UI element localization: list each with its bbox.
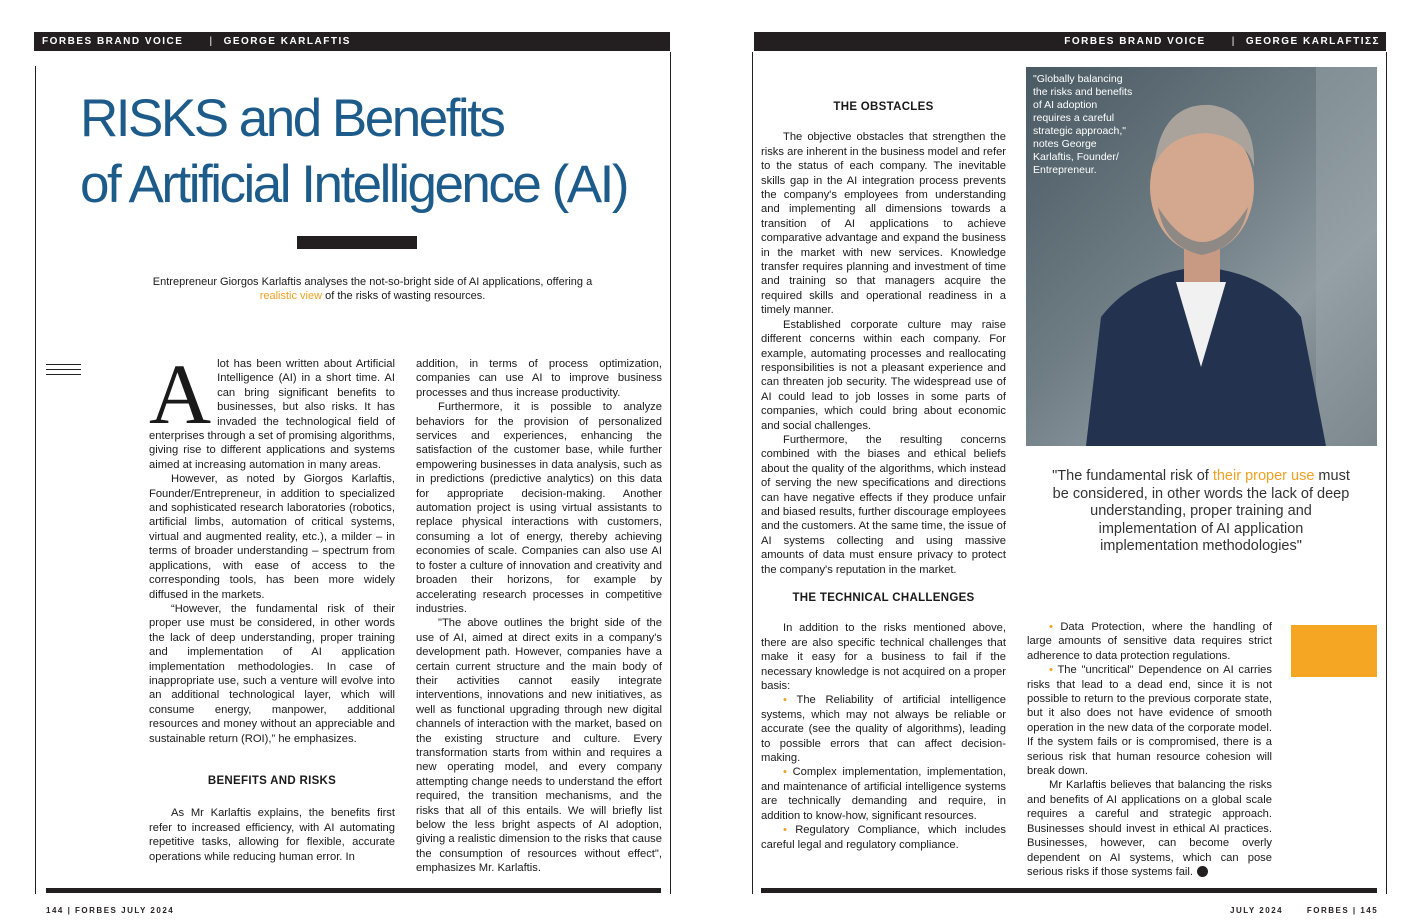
author-label: GEORGE KARLAFTIS — [223, 36, 351, 47]
paragraph: Furthermore, the resulting concerns combined with the biases and ethical beliefs about the quality of the algorithms, which instead of serving the new specifications and directions can have negative effects if they produce unfair and biased results, further discourage employees and the customers. At the same time, the issue of AI systems collecting and using massive amounts of data must ensure privacy to protect the company's reputation in the market. — [761, 433, 1007, 576]
decorative-lines — [46, 364, 81, 379]
header-bar-left — [34, 32, 670, 51]
bullet-text: Complex implementation, implementation, and maintenance of artificial intelligence systems are technically demanding and require, in addition to know-how, significant resources. — [761, 766, 1007, 822]
paragraph: As Mr Karlaftis explains, the benefits first refer to increased efficiency, with AI automating repetitive tasks, allowing for flexible, accurate operations while reducing human error. In — [149, 807, 395, 863]
brand-label: FORBES BRAND VOICE — [42, 36, 184, 47]
title-line-2: of Artificial Intelligence (AI) — [80, 155, 627, 214]
photo-caption: "Globally balancing the risks and benefits of AI adoption requires a careful strategic approach," notes George Karlaftis, Founder/ Entrepreneur. — [1033, 73, 1133, 176]
end-mark-icon: F — [1197, 866, 1208, 877]
brand-label: FORBES BRAND VOICE — [1064, 36, 1206, 47]
paragraph — [149, 346, 395, 472]
header-bar-right — [754, 32, 1386, 51]
page-number: 144 — [46, 906, 64, 915]
paragraph: The objective obstacles that strengthen the risks are inherent in the business model and refer to the status of each company. The inevitable skills gap in the AI integration process prevents the company's employees from understanding and implementing all dimensions towards a transition of AI applications to achieve comparative advantage and expand the business in the market with new services. Knowledge transfer requires planning and investment of time and training so that managers acquire the required skills and operational readiness in a timely manner. — [761, 131, 1007, 317]
title-underline-bar — [297, 236, 417, 249]
bullet-icon: • — [783, 824, 787, 837]
bullet-icon: • — [1049, 621, 1053, 633]
pull-quote — [1048, 468, 1354, 556]
accent-block — [1291, 625, 1377, 677]
pull-quote-text-end: must be considered, in other words the lack of deep understanding, proper training and implementation of AI application implementation methodologies" — [1052, 468, 1350, 554]
right-page-gutter-line — [752, 52, 753, 894]
bullet-text: The Reliability of artificial intelligence systems, which may not always be reliable or accurate (see the quality of algorithms), leading to possible errors that can affect decision-making. — [761, 694, 1006, 765]
bullet-text: Data Protection, where the handling of large amounts of sensitive data requires strict adherence to data protection regulations. — [1027, 621, 1273, 662]
bullet-icon: • — [783, 694, 787, 707]
deck-text: Entrepreneur Giorgos Karlaftis analyses the not-so-bright side of AI applications, offering a — [152, 276, 593, 288]
bullet-icon: • — [783, 766, 787, 779]
bullet-item — [761, 693, 1006, 765]
header-separator: | — [209, 36, 214, 47]
bullet-item — [1027, 663, 1272, 778]
paragraph: However, as noted by Giorgos Karlaftis, Founder/Entrepreneur, in addition to specialized and sophisticated research laboratories (robotics, artificial limbs, automation of critical systems, virtual and augmented reality, etc.), a milder – in terms of broader understanding – spectrum from applications, with ease of access to the corresponding tools, has been more widely diffused in the markets. — [149, 473, 395, 601]
deck-text-end: of the risks of wasting resources. — [322, 290, 486, 302]
paragraph — [1027, 778, 1272, 879]
drop-cap: A — [149, 346, 212, 442]
author-label: GEORGE KARLAFTIΣΣ — [1245, 36, 1380, 47]
section-heading: THE OBSTACLES — [833, 101, 934, 113]
pull-quote-text: "The fundamental risk of — [1052, 468, 1213, 484]
paragraph: Furthermore, it is possible to analyze behaviors for the provision of personalized services and experiences, enhancing the satisfaction of the customer base, while further empowering businesses in data analysis, such as in predictions (predictive analytics) on this data for appropriate decision-making. Another automation project is using virtual assistants to replace physical interactions with customers, consuming a lot of energy, thereby achieving economies of scale. Companies can also use AI to foster a culture of innovation and creativity and broaden their horizons, for example by accelerating research processes in competitive industries. — [416, 401, 662, 615]
folio-left: 144 | FORBES JULY 2024 — [46, 906, 175, 915]
section-heading: THE TECHNICAL CHALLENGES — [792, 592, 975, 604]
left-page-gutter-line — [670, 52, 671, 894]
magazine-name: FORBES — [1306, 906, 1350, 915]
bullet-icon: • — [1049, 664, 1053, 677]
paragraph: In addition to the risks mentioned above, there are also specific technical challenges that make it easy for a business to fail if the necessary knowledge is not acquired on a proper basis: — [761, 622, 1006, 693]
paragraph: “However, the fundamental risk of their proper use must be considered, in other words the lack of deep understanding, proper training and implementation of AI application implementation methodologies. In case of inappropriate use, such a venture will evolve into an additional technological layer, which will consume energy, manpower, additional resources and money without an appreciable and sustainable return (ROI),” he emphasizes. — [149, 602, 395, 745]
author-photo — [1026, 67, 1377, 446]
bullet-item — [761, 823, 1006, 852]
column-1 — [149, 346, 395, 864]
article-title — [80, 86, 627, 218]
column-4 — [1027, 620, 1272, 879]
title-line-1: RISKS and Benefits — [80, 89, 504, 148]
paragraph: "The above outlines the bright side of the use of AI, aimed at direct exits in a company's development path. However, companies have a certain current structure and the main body of their activities cannot easily integrate interventions, innovations and new initiatives, as well as functional upgrading through new digital channels of interaction with the market, based on the existing structure and culture. Every transformation starts from within and requires a new operating model, and every company attempting change needs to understand the effort required, the transition mechanisms, and the risks that all of this entails. We will briefly list below the less bright aspects of AI adoption, giving a realistic dimension to the risks that cause the consumption of resources without effect", emphasizes Mr. Karlaftis. — [416, 617, 662, 875]
pull-quote-highlight: their proper use — [1212, 468, 1315, 484]
article-deck — [150, 275, 595, 303]
magazine-name: FORBES — [75, 906, 118, 915]
bullet-item — [761, 765, 1006, 823]
column-3 — [761, 100, 1006, 852]
paragraph: addition, in terms of process optimization, companies can use AI to improve business processes and thus increase productivity. — [416, 358, 662, 399]
header-separator: | — [1231, 36, 1236, 47]
paragraph-text: Mr Karlaftis believes that balancing the risks and benefits of AI applications on a global scale requires a careful and strategic approach. Businesses should invest in ethical AI practices. Businesses, however, can become overly dependent on AI systems, which can pose serious risks if those systems fail. — [1027, 779, 1272, 878]
bullet-text: The "uncritical" Dependence on AI carries risks that lead to a dead end, since it is not possible to return to the previous corporate state, but it also does not have evidence of smooth operation in the new data of the corporate model. If the system fails or is compromised, there is a serious risk that human resource cohesion will break down. — [1027, 664, 1272, 778]
column-2 — [416, 357, 662, 876]
issue-date: JULY 2024 — [1230, 906, 1284, 915]
folio-right: JULY 2024 FORBES | 145 — [1230, 906, 1379, 915]
issue-date: JULY 2024 — [121, 906, 175, 915]
bullet-item — [1027, 620, 1272, 663]
paragraph: Established corporate culture may raise different concerns within each company. For example, automating processes and reallocating responsibilities is not a pleasant experience and can threaten job security. The widespread use of AI could lead to job losses in some parts of companies, which could bring about economic and social challenges. — [761, 318, 1006, 432]
footer-bar-left — [46, 888, 661, 893]
page-number: 145 — [1360, 906, 1379, 915]
section-heading: BENEFITS AND RISKS — [207, 774, 337, 787]
footer-bar-right — [761, 888, 1377, 893]
right-page-border — [1386, 52, 1387, 894]
bullet-text: Regulatory Compliance, which includes careful legal and regulatory compliance. — [761, 824, 1007, 851]
left-page-border — [35, 66, 36, 894]
paragraph-text: lot has been written about Artificial Intelligence (AI) in a short time. AI can bring significant benefits to businesses, but also risks. It has invaded the technological field of enterprises through a set of promising algorithms, giving rise to different applications and systems aimed at increasing automation in many areas. — [149, 358, 395, 471]
deck-highlight: realistic view — [259, 290, 323, 302]
